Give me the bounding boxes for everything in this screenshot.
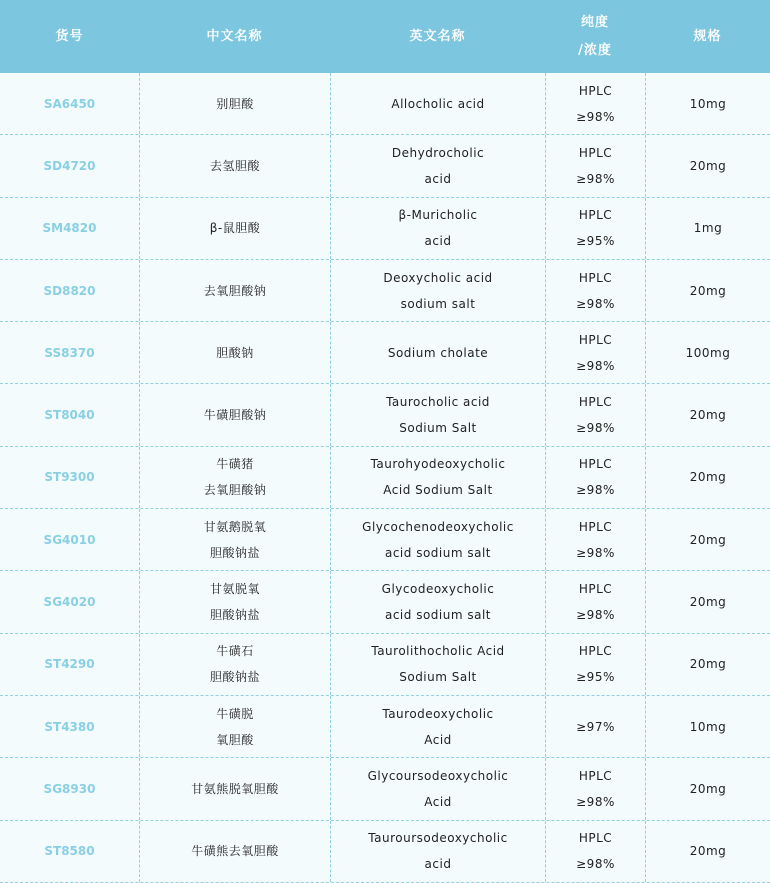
chinese-name-line: 甘氨鹅脱氧 — [203, 519, 267, 534]
product-code: ST4380 — [44, 719, 95, 734]
header-english-name-label: 英文名称 — [409, 28, 466, 44]
header-chinese-name — [139, 0, 330, 73]
english-name-cell — [330, 73, 545, 134]
chinese-name-line: β-鼠胆酸 — [209, 221, 261, 236]
header-code-label: 货号 — [55, 28, 84, 44]
english-name-line: Taurohyodeoxycholic — [370, 457, 506, 472]
chinese-name-cell — [139, 634, 330, 695]
product-code-cell — [0, 198, 139, 259]
table-row — [0, 509, 770, 571]
english-name-cell — [330, 634, 545, 695]
purity-cell — [545, 447, 645, 508]
product-code: SD8820 — [43, 283, 96, 298]
english-name-line: acid — [424, 234, 452, 249]
purity-cell — [545, 758, 645, 819]
chinese-name-cell — [139, 821, 330, 882]
chinese-name-line: 牛磺脱 — [216, 706, 254, 721]
purity-line: ≥98% — [576, 109, 615, 124]
chinese-name-cell — [139, 447, 330, 508]
table-header — [0, 0, 770, 73]
english-name-line: Acid — [424, 732, 452, 747]
english-name-line: Deoxycholic acid — [383, 270, 493, 285]
english-name-line: Glycoursodeoxycholic — [367, 768, 509, 783]
product-size: 20mg — [689, 657, 727, 672]
product-size: 20mg — [689, 158, 727, 173]
chinese-name-line: 去氧胆酸钠 — [203, 483, 267, 498]
chinese-name-line: 牛磺胆酸钠 — [203, 408, 267, 423]
english-name-line: Sodium Salt — [399, 421, 477, 436]
chinese-name-line: 牛磺熊去氧胆酸 — [191, 844, 279, 859]
product-code-cell — [0, 447, 139, 508]
product-code: SA6450 — [43, 96, 96, 111]
english-name-line: Acid Sodium Salt — [383, 483, 493, 498]
english-name-cell — [330, 135, 545, 196]
product-code: ST8040 — [44, 408, 95, 423]
header-purity — [545, 0, 645, 73]
english-name-cell — [330, 696, 545, 757]
purity-line: HPLC — [578, 145, 613, 160]
product-size: 20mg — [689, 532, 727, 547]
purity-line: HPLC — [578, 332, 613, 347]
english-name-line: Sodium cholate — [387, 345, 489, 360]
product-size: 10mg — [689, 719, 727, 734]
product-code: ST4290 — [44, 657, 95, 672]
purity-line: HPLC — [578, 831, 613, 846]
chinese-name-cell — [139, 571, 330, 632]
table-row — [0, 198, 770, 260]
purity-line: ≥98% — [576, 545, 615, 560]
product-size: 20mg — [689, 781, 727, 796]
size-cell — [645, 634, 770, 695]
product-code-cell — [0, 384, 139, 445]
size-cell — [645, 571, 770, 632]
purity-cell — [545, 73, 645, 134]
product-code-cell — [0, 322, 139, 383]
english-name-line: Tauroursodeoxycholic — [368, 831, 508, 846]
purity-line: HPLC — [578, 395, 613, 410]
chinese-name-line: 氧胆酸 — [216, 732, 254, 747]
english-name-cell — [330, 509, 545, 570]
purity-cell — [545, 135, 645, 196]
size-cell — [645, 758, 770, 819]
chinese-name-cell — [139, 135, 330, 196]
product-code-cell — [0, 634, 139, 695]
table-row — [0, 571, 770, 633]
chinese-name-cell — [139, 696, 330, 757]
purity-line: ≥98% — [576, 358, 615, 373]
english-name-cell — [330, 758, 545, 819]
chinese-name-line: 牛磺石 — [216, 644, 254, 659]
size-cell — [645, 509, 770, 570]
table-row — [0, 821, 770, 883]
header-chinese-name-label: 中文名称 — [206, 28, 263, 44]
chinese-name-line: 牛磺猪 — [216, 457, 254, 472]
product-code: SD4720 — [43, 158, 96, 173]
size-cell — [645, 198, 770, 259]
product-code: SG4020 — [43, 595, 96, 610]
purity-line: ≥98% — [576, 608, 615, 623]
product-code-cell — [0, 135, 139, 196]
chinese-name-line: 去氢胆酸 — [209, 158, 260, 173]
purity-cell — [545, 821, 645, 882]
english-name-line: β-Muricholic — [398, 208, 478, 223]
product-size: 100mg — [685, 345, 731, 360]
product-code: ST9300 — [44, 470, 95, 485]
product-size: 10mg — [689, 96, 727, 111]
english-name-line: Allocholic acid — [391, 96, 485, 111]
purity-cell — [545, 509, 645, 570]
product-size: 20mg — [689, 470, 727, 485]
product-code: SG8930 — [43, 781, 96, 796]
purity-line: HPLC — [578, 457, 613, 472]
purity-line: HPLC — [578, 519, 613, 534]
product-code-cell — [0, 758, 139, 819]
product-code-cell — [0, 571, 139, 632]
chinese-name-cell — [139, 260, 330, 321]
header-code — [0, 0, 139, 73]
table-row — [0, 384, 770, 446]
table-row — [0, 322, 770, 384]
english-name-line: Acid — [424, 794, 452, 809]
header-size-label: 规格 — [693, 28, 722, 44]
size-cell — [645, 696, 770, 757]
product-code: SM4820 — [42, 221, 97, 236]
purity-line: ≥98% — [576, 794, 615, 809]
english-name-line: Glycodeoxycholic — [381, 582, 495, 597]
purity-line: HPLC — [578, 768, 613, 783]
purity-line: HPLC — [578, 208, 613, 223]
purity-cell — [545, 634, 645, 695]
product-code-cell — [0, 260, 139, 321]
purity-line: HPLC — [578, 582, 613, 597]
english-name-line: Sodium Salt — [399, 670, 477, 685]
chinese-name-cell — [139, 73, 330, 134]
purity-cell — [545, 260, 645, 321]
english-name-line: acid — [424, 171, 452, 186]
chinese-name-cell — [139, 322, 330, 383]
purity-line: HPLC — [578, 644, 613, 659]
product-code: SS8370 — [44, 345, 95, 360]
chinese-name-cell — [139, 758, 330, 819]
purity-line: HPLC — [578, 270, 613, 285]
table-row — [0, 135, 770, 197]
english-name-line: Glycochenodeoxycholic — [362, 519, 514, 534]
product-code-cell — [0, 821, 139, 882]
english-name-line: Taurocholic acid — [386, 395, 490, 410]
product-size: 1mg — [693, 221, 723, 236]
purity-line: ≥95% — [576, 234, 615, 249]
chinese-name-line: 甘氨熊脱氧胆酸 — [191, 781, 279, 796]
chinese-name-line: 胆酸钠 — [216, 345, 254, 360]
purity-line: HPLC — [578, 83, 613, 98]
chinese-name-cell — [139, 384, 330, 445]
size-cell — [645, 384, 770, 445]
english-name-line: acid sodium salt — [384, 545, 491, 560]
header-english-name — [330, 0, 545, 73]
english-name-line: acid — [424, 857, 452, 872]
product-code: ST8580 — [44, 844, 95, 859]
table-row — [0, 447, 770, 509]
table-row — [0, 634, 770, 696]
purity-line: ≥95% — [576, 670, 615, 685]
purity-cell — [545, 384, 645, 445]
header-purity-label: 纯度 — [580, 14, 609, 30]
purity-line: ≥98% — [576, 483, 615, 498]
english-name-line: Taurolithocholic Acid — [371, 644, 505, 659]
table-body — [0, 73, 770, 883]
purity-line: ≥98% — [576, 421, 615, 436]
chinese-name-line: 胆酸钠盐 — [209, 670, 260, 685]
purity-line: ≥98% — [576, 171, 615, 186]
size-cell — [645, 447, 770, 508]
english-name-cell — [330, 260, 545, 321]
table-row — [0, 758, 770, 820]
chinese-name-line: 胆酸钠盐 — [209, 545, 260, 560]
product-code-cell — [0, 696, 139, 757]
purity-cell — [545, 322, 645, 383]
header-size — [645, 0, 770, 73]
purity-cell — [545, 571, 645, 632]
purity-cell — [545, 198, 645, 259]
english-name-cell — [330, 198, 545, 259]
english-name-line: Taurodeoxycholic — [382, 706, 494, 721]
size-cell — [645, 135, 770, 196]
product-size: 20mg — [689, 283, 727, 298]
table-row — [0, 696, 770, 758]
chinese-name-line: 去氧胆酸钠 — [203, 283, 267, 298]
english-name-cell — [330, 571, 545, 632]
chinese-name-cell — [139, 509, 330, 570]
english-name-cell — [330, 322, 545, 383]
size-cell — [645, 260, 770, 321]
size-cell — [645, 73, 770, 134]
purity-line: ≥98% — [576, 296, 615, 311]
english-name-line: sodium salt — [400, 296, 476, 311]
product-size: 20mg — [689, 595, 727, 610]
purity-line: ≥98% — [576, 857, 615, 872]
product-code-cell — [0, 509, 139, 570]
english-name-line: Dehydrocholic — [391, 145, 485, 160]
chinese-name-line: 别胆酸 — [216, 96, 254, 111]
product-size: 20mg — [689, 844, 727, 859]
english-name-cell — [330, 384, 545, 445]
english-name-line: acid sodium salt — [384, 608, 491, 623]
header-concentration-label: /浓度 — [578, 42, 612, 58]
product-code-cell — [0, 73, 139, 134]
product-code: SG4010 — [43, 532, 96, 547]
table-row — [0, 73, 770, 135]
size-cell — [645, 821, 770, 882]
english-name-cell — [330, 821, 545, 882]
chinese-name-cell — [139, 198, 330, 259]
product-size: 20mg — [689, 408, 727, 423]
purity-cell — [545, 696, 645, 757]
table-row — [0, 260, 770, 322]
chinese-name-line: 胆酸钠盐 — [209, 608, 260, 623]
size-cell — [645, 322, 770, 383]
english-name-cell — [330, 447, 545, 508]
purity-line: ≥97% — [576, 719, 615, 734]
chinese-name-line: 甘氨脱氧 — [209, 582, 260, 597]
